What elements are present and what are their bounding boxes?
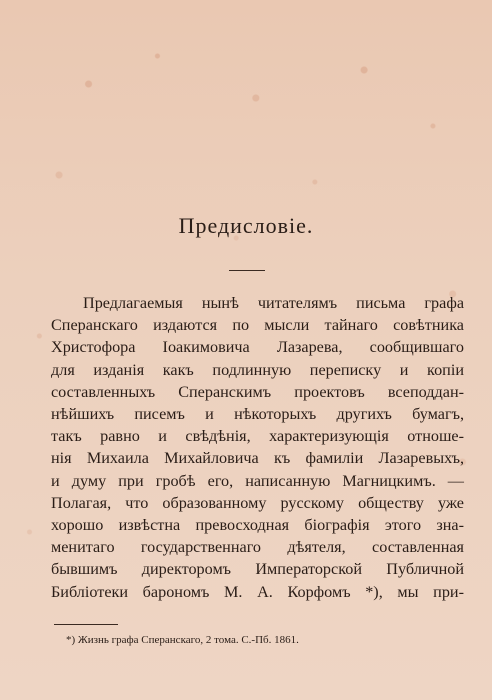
paragraph-line: нѣйшихъ писемъ и нѣкоторыхъ другихъ бумагъ, (51, 405, 464, 424)
title-divider (229, 270, 265, 271)
paragraph-line: составленныхъ Сперанскимъ проектовъ всеподдан- (51, 382, 464, 401)
paragraph-line: менитаго государственнаго дѣятеля, составленная (51, 538, 464, 557)
footnote: *) Жизнь графа Сперанскаго, 2 тома. С.-Пб. 1861. (66, 634, 299, 646)
paragraph-line: нія Михаила Михайловича къ фамиліи Лазаревыхъ, (51, 449, 464, 468)
paragraph-line: и думу при гробѣ его, написанную Магницкимъ. — (51, 471, 464, 490)
preface-paragraph (51, 292, 464, 603)
page-title: Предисловіе. (178, 213, 314, 238)
footnote-divider (54, 624, 118, 625)
paragraph-line: для изданія какъ подлинную переписку и копіи (51, 360, 464, 379)
paragraph-line: Сперанскаго издаются по мысли тайнаго совѣтника (51, 316, 464, 335)
paragraph-line: бывшимъ директоромъ Императорской Публичной (51, 560, 464, 579)
paragraph-line: Предлагаемыя нынѣ читателямъ письма графа (83, 294, 464, 312)
paragraph-line: такъ равно и свѣдѣнія, характеризующія отноше- (51, 427, 464, 446)
paragraph-line: Полагая, что образованному русскому обществу уже (51, 493, 464, 512)
paragraph-line: Христофора Іоакимовича Лазарева, сообщившаго (51, 338, 464, 357)
paragraph-line: хорошо извѣстна превосходная біографія этого зна- (51, 516, 464, 535)
paragraph-line: Библіотеки барономъ М. А. Корфомъ *), мы при- (51, 582, 464, 601)
